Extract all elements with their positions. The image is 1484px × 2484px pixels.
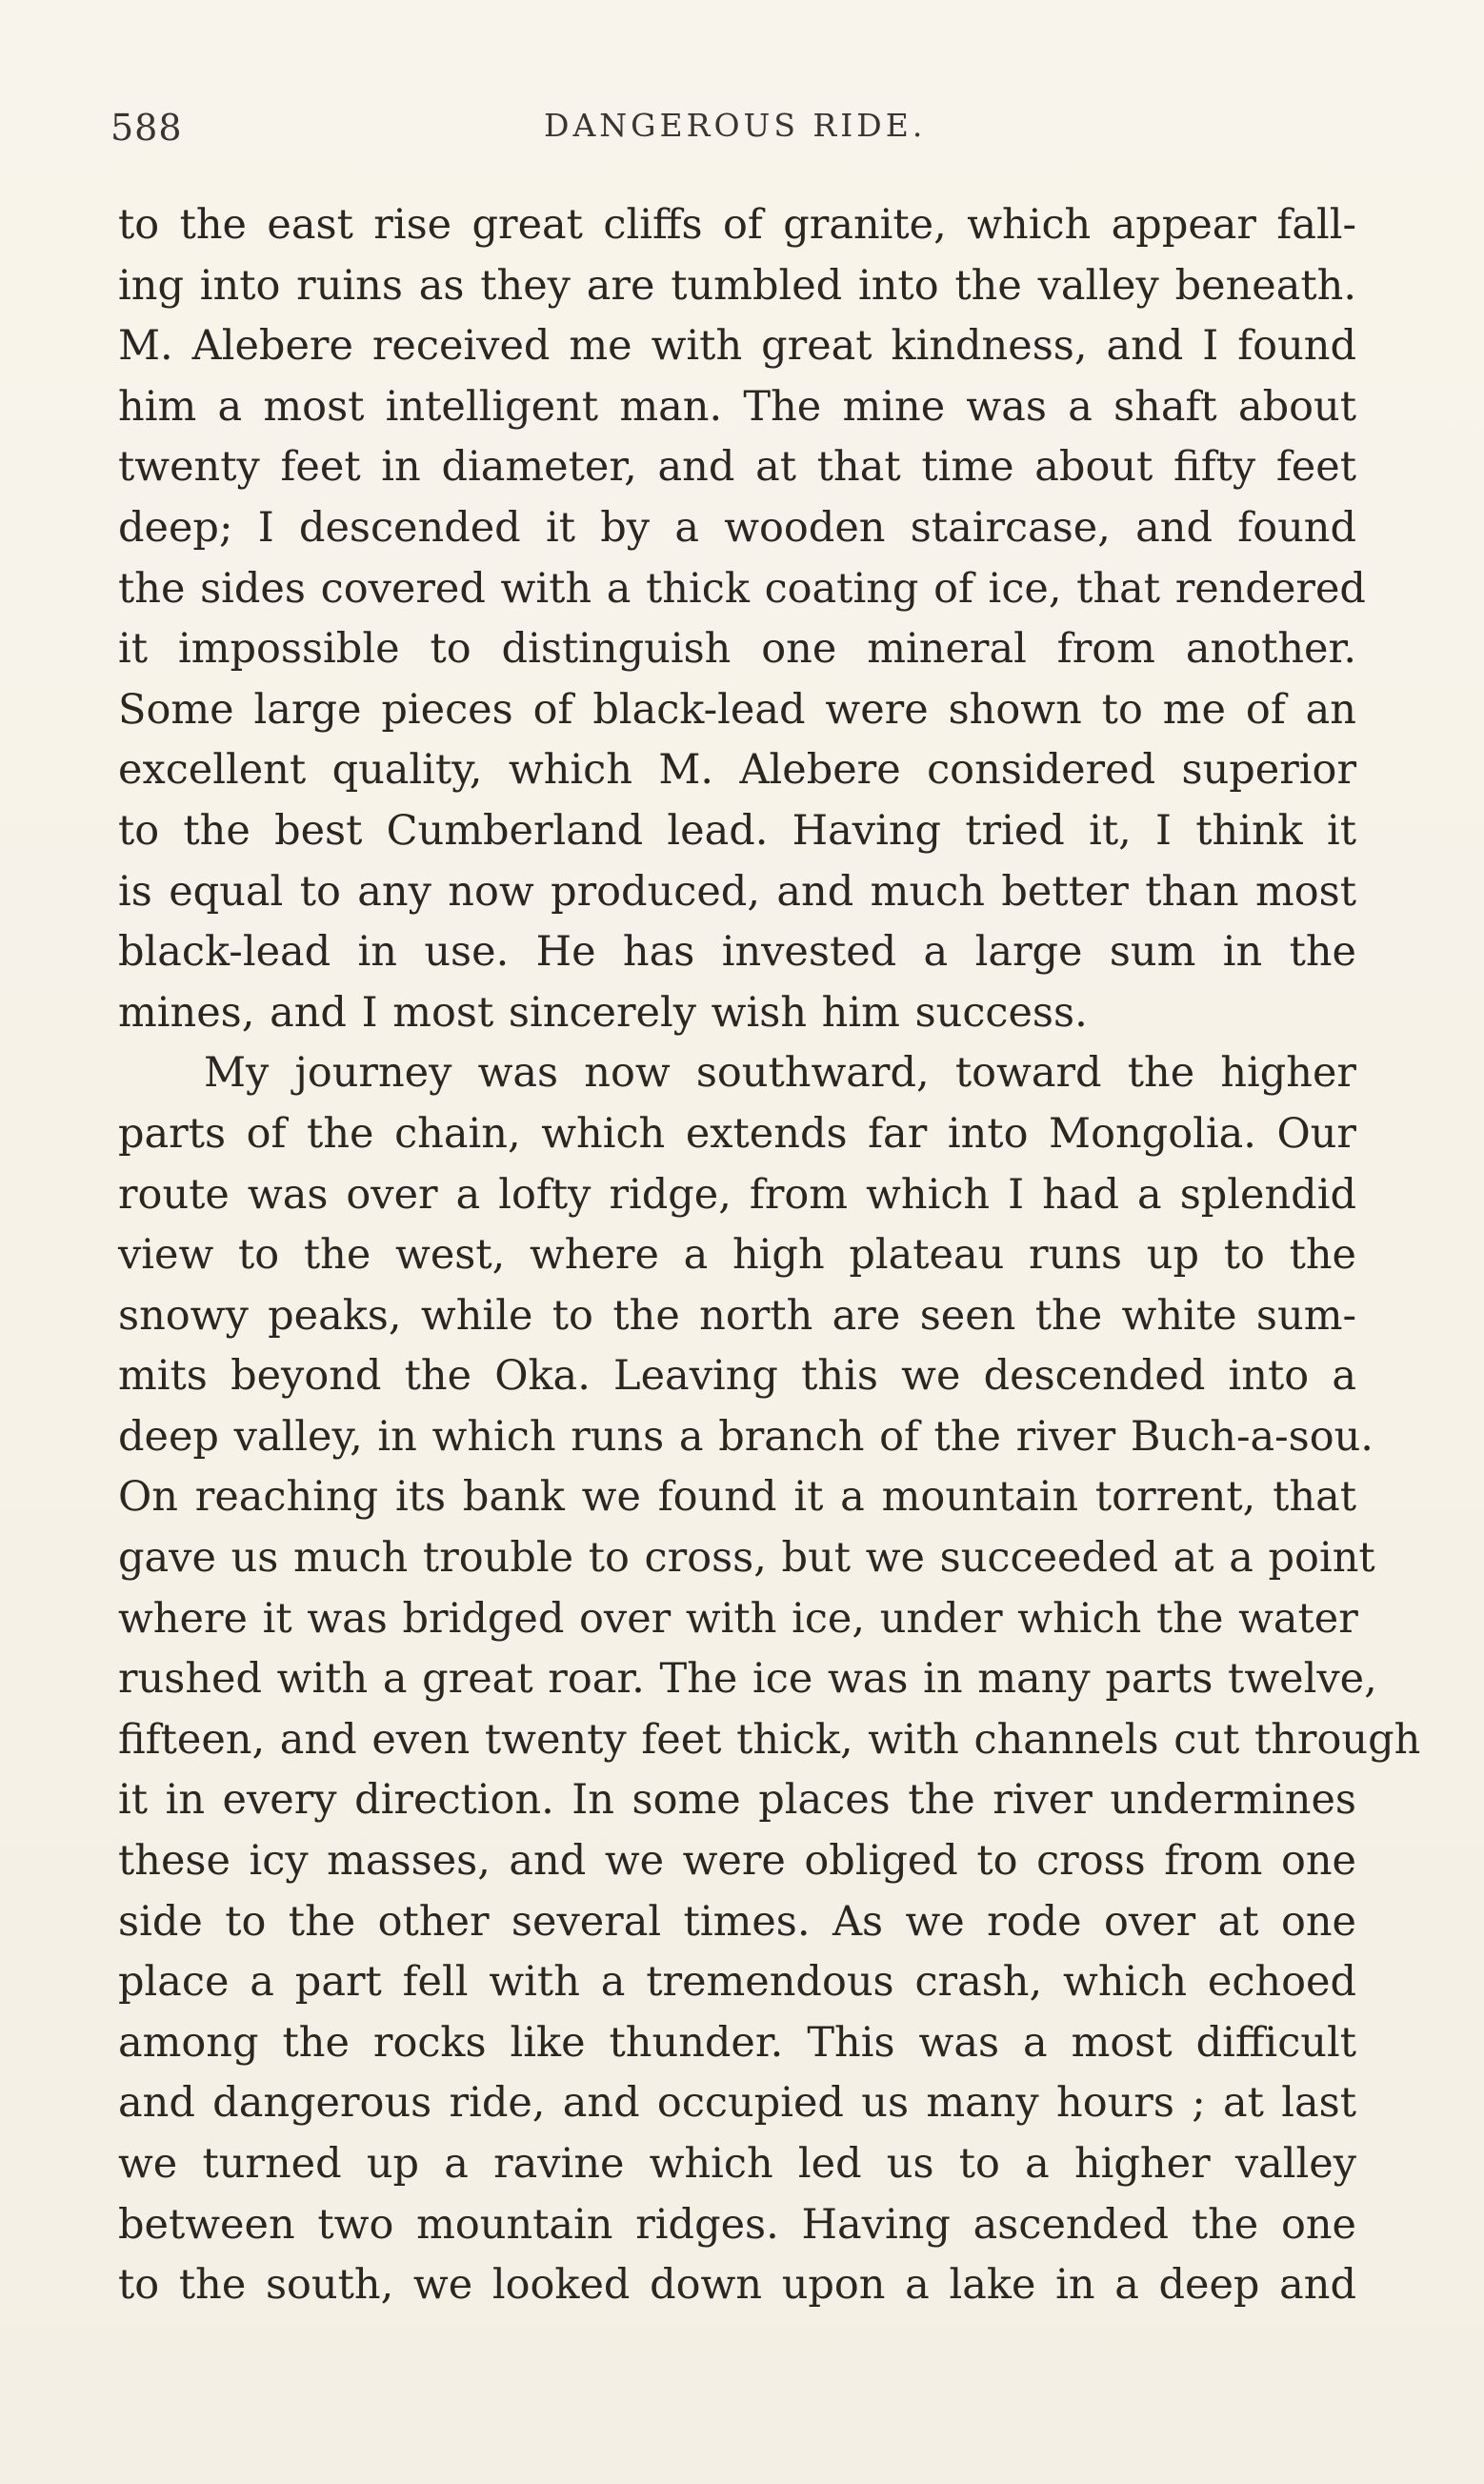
- text-line: Some large pieces of black-lead were shown to me of an: [118, 685, 1356, 734]
- text-line: among the rocks like thunder. This was a most difficult: [118, 2018, 1356, 2067]
- text-line: where it was bridged over with ice, under which the water: [118, 1594, 1358, 1643]
- text-line: excellent quality, which M. Alebere considered superior: [118, 746, 1356, 795]
- text-line: ing into ruins as they are tumbled into the valley beneath.: [118, 261, 1356, 310]
- text-line: side to the other several times. As we rode over at one: [118, 1897, 1356, 1946]
- text-line: it impossible to distinguish one mineral from another.: [118, 625, 1356, 674]
- text-line: place a part fell with a tremendous crash, which echoed: [118, 1958, 1356, 2007]
- text-line: On reaching its bank we found it a mountain torrent, that: [118, 1473, 1356, 1522]
- text-line: snowy peaks, while to the north are seen the white sum-: [118, 1291, 1356, 1340]
- text-line: parts of the chain, which extends far into Mongolia. Our: [118, 1109, 1356, 1158]
- text-line: to the south, we looked down upon a lake in a deep and: [118, 2261, 1356, 2310]
- text-line: My journey was now southward, toward the higher: [204, 1049, 1356, 1098]
- text-line: to the best Cumberland lead. Having tried it, I think it: [118, 806, 1356, 855]
- text-line: deep; I descended it by a wooden staircase, and found: [118, 503, 1356, 552]
- text-line: view to the west, where a high plateau runs up to the: [118, 1231, 1356, 1280]
- text-line: the sides covered with a thick coating of ice, that rendered: [118, 564, 1366, 613]
- text-line: it in every direction. In some places the river undermines: [118, 1776, 1356, 1825]
- text-line: is equal to any now produced, and much better than most: [118, 867, 1356, 916]
- text-line: route was over a lofty ridge, from which I had a splendid: [118, 1170, 1356, 1219]
- text-line: rushed with a great roar. The ice was in many parts twelve,: [118, 1655, 1377, 1704]
- text-line: we turned up a ravine which led us to a higher valley: [118, 2140, 1356, 2188]
- text-line: and dangerous ride, and occupied us many hours ; at last: [118, 2079, 1356, 2128]
- page-number: 588: [110, 107, 183, 149]
- text-line: to the east rise great cliffs of granite, which appear fall-: [118, 201, 1356, 249]
- text-line: black-lead in use. He has invested a large sum in the: [118, 928, 1356, 977]
- text-line: fifteen, and even twenty feet thick, with channels cut through: [118, 1715, 1421, 1764]
- text-line: gave us much trouble to cross, but we succeeded at a point: [118, 1534, 1375, 1583]
- running-head: DANGEROUS RIDE.: [544, 107, 927, 144]
- text-line: these icy masses, and we were obliged to cross from one: [118, 1837, 1356, 1886]
- text-line: deep valley, in which runs a branch of the river Buch-a-sou.: [118, 1412, 1374, 1461]
- text-line: M. Alebere received me with great kindness, and I found: [118, 322, 1356, 371]
- body-text: [118, 195, 1421, 2316]
- text-line: mines, and I most sincerely wish him success.: [118, 988, 1088, 1037]
- text-line: him a most intelligent man. The mine was a shaft about: [118, 382, 1356, 431]
- text-line: mits beyond the Oka. Leaving this we descended into a: [118, 1352, 1356, 1401]
- page-header: [110, 107, 1358, 164]
- text-line: between two mountain ridges. Having ascended the one: [118, 2200, 1356, 2249]
- text-line: twenty feet in diameter, and at that time about fifty feet: [118, 443, 1356, 492]
